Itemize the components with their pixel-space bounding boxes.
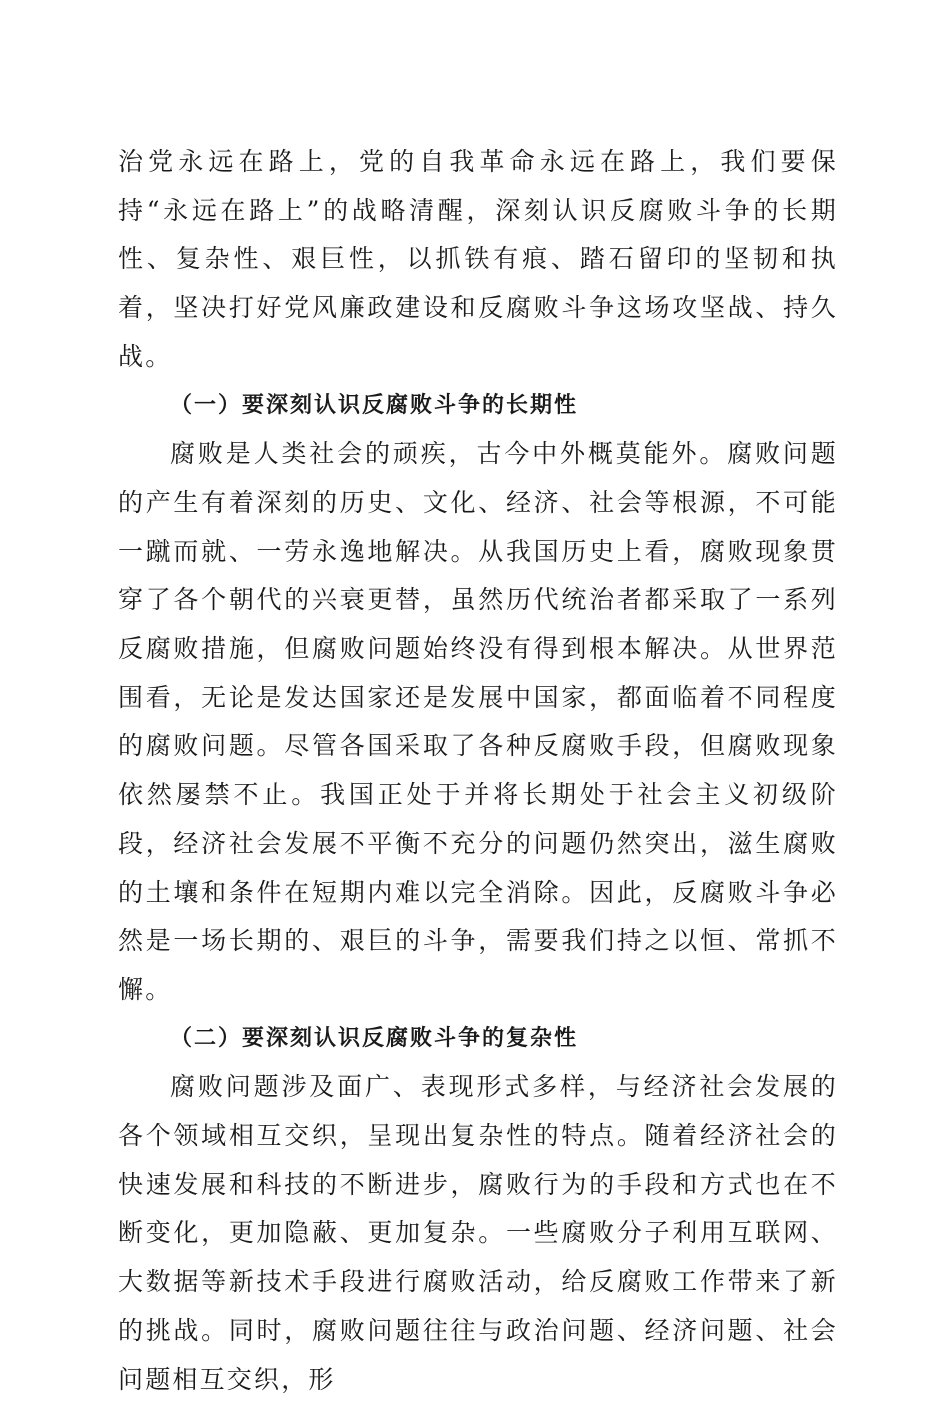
document-page xyxy=(118,138,838,1404)
section-body-long-term: 腐败是人类社会的顽疾，古今中外概莫能外。腐败问题的产生有着深刻的历史、文化、经济、社会等根源，不可能一蹴而就、一劳永逸地解决。从我国历史上看，腐败现象贯穿了各个朝代的兴衰更替，虽然历代统治者都采取了一系列反腐败措施，但腐败问题始终没有得到根本解决。从世界范围看，无论是发达国家还是发展中国家，都面临着不同程度的腐败问题。尽管各国采取了各种反腐败手段，但腐败现象依然屡禁不止。我国正处于并将长期处于社会主义初级阶段，经济社会发展不平衡不充分的问题仍然突出，滋生腐败的土壤和条件在短期内难以完全消除。因此，反腐败斗争必然是一场长期的、艰巨的斗争，需要我们持之以恒、常抓不懈。 xyxy=(118,439,838,1004)
section-body-complexity: 腐败问题涉及面广、表现形式多样，与经济社会发展的各个领域相互交织，呈现出复杂性的特点。随着经济社会的快速发展和科技的不断进步，腐败行为的手段和方式也在不断变化，更加隐蔽、更加复杂。一些腐败分子利用互联网、大数据等新技术手段进行腐败活动，给反腐败工作带来了新的挑战。同时，腐败问题往往与政治问题、经济问题、社会问题相互交织，形 xyxy=(118,1072,838,1394)
section-heading-long-term: （一）要深刻认识反腐败斗争的长期性 xyxy=(170,392,579,418)
section-heading-complexity: （二）要深刻认识反腐败斗争的复杂性 xyxy=(170,1025,579,1051)
intro-paragraph: 治党永远在路上，党的自我革命永远在路上，我们要保持“永远在路上”的战略清醒，深刻认识反腐败斗争的长期性、复杂性、艰巨性，以抓铁有痕、踏石留印的坚韧和执着，坚决打好党风廉政建设和反腐败斗争这场攻坚战、持久战。 xyxy=(118,147,838,371)
